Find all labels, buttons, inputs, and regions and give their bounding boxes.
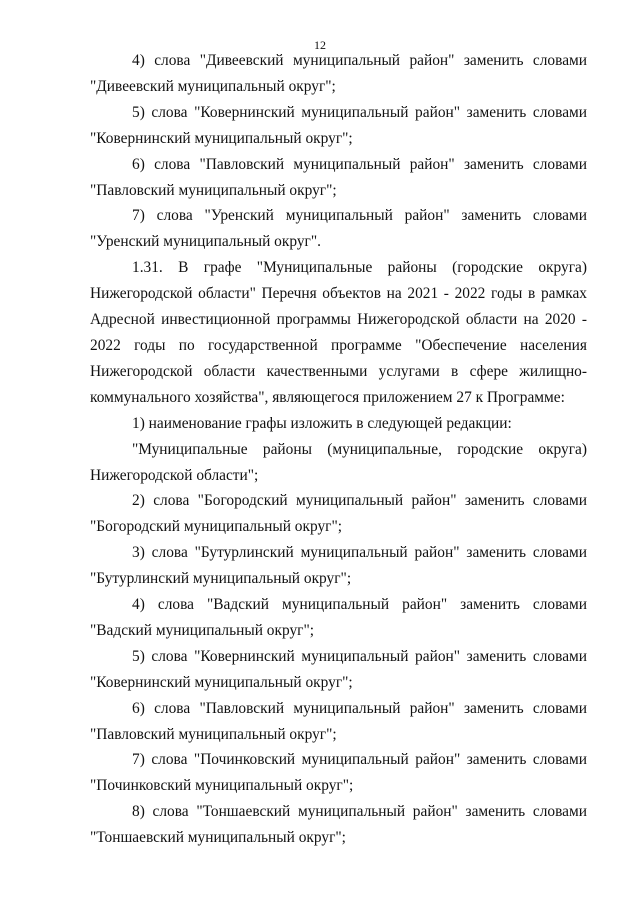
document-body xyxy=(90,48,587,851)
paragraph-item-8-tonshaevsky: 8) слова "Тоншаевский муниципальный район" заменить словами "Тоншаевский муниципальный округ"; xyxy=(90,803,587,847)
paragraph-item-5-koverninsky-2: 5) слова "Ковернинский муниципальный район" заменить словами "Ковернинский муниципальный округ"; xyxy=(90,647,587,691)
paragraph-item-7-urensky: 7) слова "Уренский муниципальный район" заменить словами "Уренский муниципальный округ". xyxy=(90,207,587,251)
paragraph-item-6-pavlovsky: 6) слова "Павловский муниципальный район" заменить словами "Павловский муниципальный округ"; xyxy=(90,155,587,199)
paragraph-item-4-diveevsky: 4) слова "Дивеевский муниципальный район" заменить словами "Дивеевский муниципальный округ"; xyxy=(90,52,587,95)
paragraph-item-4-vadsky: 4) слова "Вадский муниципальный район" заменить словами "Вадский муниципальный округ"; xyxy=(90,596,587,639)
paragraph-item-1-column-name: 1) наименование графы изложить в следующей редакции: xyxy=(132,414,512,432)
paragraph-item-2-bogorodsky: 2) слова "Богородский муниципальный район" заменить словами "Богородский муниципальный округ"; xyxy=(90,492,587,536)
paragraph-item-3-buturlinsky: 3) слова "Бутурлинский муниципальный район" заменить словами "Бутурлинский муниципальный округ"; xyxy=(90,544,587,588)
paragraph-item-6-pavlovsky-2: 6) слова "Павловский муниципальный район" заменить словами "Павловский муниципальный округ"; xyxy=(90,699,587,743)
paragraph-quoted-column-name: "Муниципальные районы (муниципальные, городские округа) Нижегородской области"; xyxy=(90,440,587,484)
paragraph-item-5-koverninsky: 5) слова "Ковернинский муниципальный район" заменить словами "Ковернинский муниципальный округ"; xyxy=(90,103,587,147)
paragraph-item-7-pochinkovsky: 7) слова "Починковский муниципальный район" заменить словами "Починковский муниципальный округ"; xyxy=(90,751,587,795)
paragraph-section-1-31: 1.31. В графе "Муниципальные районы (городские округа) Нижегородской области" Перечня объектов на 2021 - 2022 годы в рамках Адресной инвестиционной программы Нижегородской области на 2020 - 2022 годы по государственной программе "Обеспечение населения Нижегородской области качественными услугами в сфере жилищно-коммунального хозяйства", являющегося приложением 27 к Программе: xyxy=(90,259,587,406)
page-number: 12 xyxy=(314,38,326,52)
